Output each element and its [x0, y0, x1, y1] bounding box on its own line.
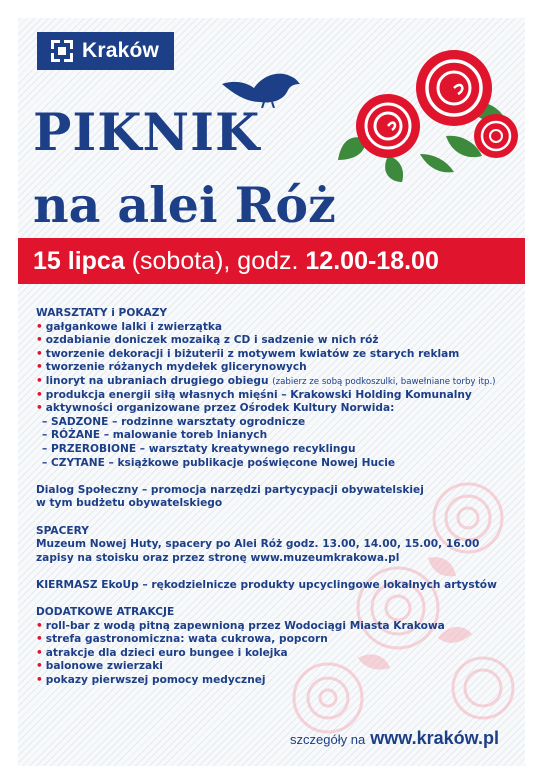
event-date: 15 lipca	[33, 246, 125, 275]
list-item: • tworzenie różanych mydełek glicerynowych	[36, 361, 307, 374]
list-item: • atrakcje dla dzieci euro bungee i kolejka	[36, 646, 288, 659]
event-day: (sobota), godz.	[131, 246, 299, 275]
website-link[interactable]: www.kraków.pl	[370, 728, 499, 748]
logo-text: Kraków	[82, 39, 160, 62]
market-text: KIERMASZ EkoUp – rękodzielnicze produkty upcyclingowe lokalnych artystów	[36, 578, 497, 591]
bullet-icon: •	[36, 320, 43, 333]
roses-icon	[336, 44, 522, 184]
sub-item: – PRZEROBIONE – warsztaty kreatywnego recyklingu	[42, 442, 356, 455]
extras-heading: DODATKOWE ATRAKCJE	[36, 606, 175, 619]
bullet-icon: •	[36, 388, 43, 401]
bullet-icon: •	[36, 646, 43, 659]
walks-line-2: zapisy na stoisku oraz przez stronę www.muzeumkrakowa.pl	[36, 551, 400, 564]
date-banner	[18, 238, 525, 284]
bullet-icon: •	[36, 660, 43, 673]
footer-prefix: szczegóły na	[290, 732, 366, 747]
bullet-icon: •	[36, 374, 43, 387]
list-item: • pokazy pierwszej pomocy medycznej	[36, 674, 266, 687]
list-item: • aktywności organizowane przez Ośrodek Kultury Norwida:	[36, 402, 395, 415]
dialog-line-1: Dialog Społeczny – promocja narzędzi partycypacji obywatelskiej	[36, 483, 424, 496]
walks-line-1: Muzeum Nowej Huty, spacery po Alei Róż godz. 13.00, 14.00, 15.00, 16.00	[36, 538, 480, 551]
dialog-line-2: w tym budżetu obywatelskiego	[36, 497, 223, 510]
linoryt-note: (zabierz ze sobą podkoszulki, bawełniane torby itp.)	[272, 376, 496, 387]
poster	[18, 18, 525, 766]
footer	[290, 728, 499, 749]
list-item: • produkcja energii siłą własnych mięśni – Krakowski Holding Komunalny	[36, 388, 472, 401]
list-item: • ozdabianie doniczek mozaiką z CD i sadzenie w nich róż	[36, 334, 379, 347]
bullet-icon: •	[36, 402, 43, 415]
bullet-icon: •	[36, 347, 43, 360]
sub-item: – RÓŻANE – malowanie toreb lnianych	[42, 429, 268, 442]
bullet-icon: •	[36, 619, 43, 632]
program-content	[36, 307, 516, 688]
list-item: • balonowe zwierzaki	[36, 660, 163, 673]
sub-item: – SADZONE – rodzinne warsztaty ogrodnicze	[42, 415, 306, 428]
bird-icon	[220, 62, 300, 108]
list-item: • linoryt na ubraniach drugiego obiegu (zabierz ze sobą podkoszulki, bawełniane torby itp.)	[36, 374, 496, 387]
event-time: 12.00-18.00	[305, 246, 439, 275]
list-item: • roll-bar z wodą pitną zapewnioną przez Wodociągi Miasta Krakowa	[36, 619, 445, 632]
workshops-heading: WARSZTATY i POKAZY	[36, 307, 168, 319]
krakow-logo	[37, 32, 174, 70]
walks-heading: SPACERY	[36, 524, 89, 537]
list-item: • gałgankowe lalki i zwierzątka	[36, 320, 223, 333]
list-item: • tworzenie dekoracji i biżuterii z motywem kwiatów ze starych reklam	[36, 347, 460, 360]
title-line-1: PIKNIK	[33, 103, 261, 163]
list-item: • strefa gastronomiczna: wata cukrowa, popcorn	[36, 633, 328, 646]
bullet-icon: •	[36, 361, 43, 374]
krakow-grid-logo-icon	[51, 40, 73, 62]
bullet-icon: •	[36, 674, 43, 687]
bullet-icon: •	[36, 334, 43, 347]
sub-item: – CZYTANE – książkowe publikacje poświęcone Nowej Hucie	[42, 456, 396, 469]
bullet-icon: •	[36, 633, 43, 646]
title-line-2: na alei Róż	[33, 176, 336, 234]
